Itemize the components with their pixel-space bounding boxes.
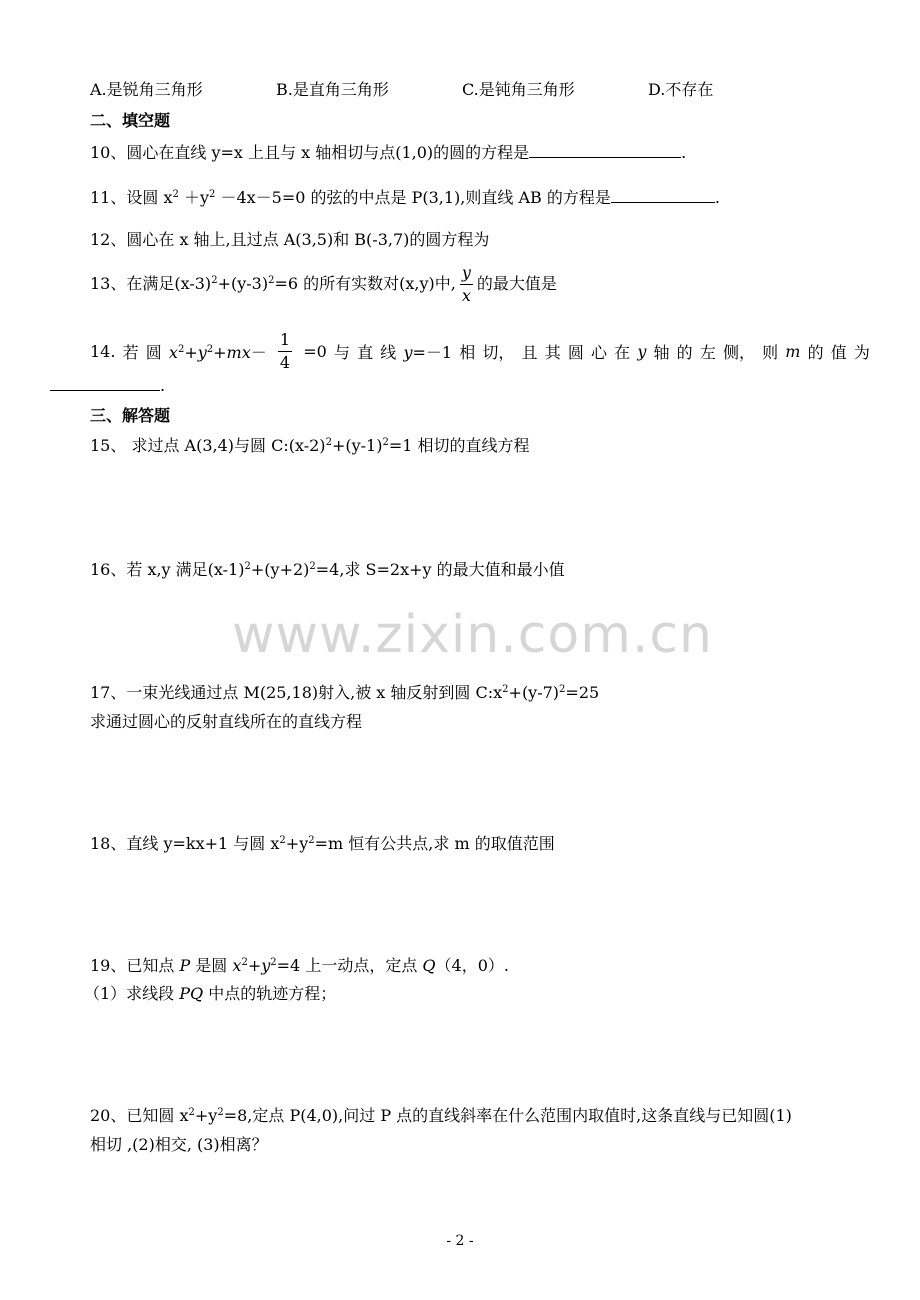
watermark: www.zixin.com.cn [232,605,713,665]
option-b: B.是直角三角形 [276,80,389,99]
answer-blank [611,188,715,203]
option-c: C.是钝角三角形 [462,80,575,99]
answer-blank [529,143,681,158]
option-a: A.是锐角三角形 [90,80,203,99]
question-11: 11、设圆 $x^2 +y^2 -4x-5=0$ 的弦的中点是 P(3,1),则直线 AB 的方程是 . [90,188,720,207]
question-20: 20、已知圆 $x^2+y^2=8$,定点 P(4,0),问过 P 点的直线斜率在什么范围内取值时,这条直线与已知圆(1) [90,1106,792,1125]
question-15: 15、 求过点 A(3,4)与圆 $C:(x-2)^2+(y-1)^2=1$ 相切的直线方程 [90,436,530,455]
question-13: 13、在满足$(x-3)^2+(y-3)^2=6$ 的所有实数对(x,y)中, $\frac{y}{x}$ 的最大值是 [90,263,557,305]
question-18: 18、直线 y=kx+1 与圆 $x^2+y^2=m$ 恒有公共点,求 m 的取值范围 [90,834,555,853]
fraction-one-quarter: $\frac{1}{4}$ [279,330,291,372]
fraction-y-over-x: $\frac{y}{x}$ [461,263,471,305]
question-14: 14. 若 圆 $x^2+y^2+mx-$ $\frac{1}{4}$ =0 与 直 线 y=－1 相 切， 且 其 圆 心 在 y 轴 的 左 侧， 则 m 的 值 为 [90,330,870,372]
answer-blank [50,376,160,391]
section-title-answer: 三、解答题 [90,406,171,425]
page-number: - 2 - [446,1233,474,1249]
question-10-text: 10、圆心在直线 y=x 上且与 x 轴相切与点(1,0)的圆的方程是 [90,143,530,162]
question-19: 19、已知点 P 是圆 $x^2+y^2=4$ 上一动点，定点 Q（4，0）. [90,956,509,975]
question-17: 17、一束光线通过点 M(25,18)射入,被 x 轴反射到圆 $C:x^2+(y-7)^2=25$ [90,683,600,702]
question-19-part-1: （1）求线段 PQ 中点的轨迹方程； [84,984,337,1003]
question-12: 12、圆心在 x 轴上,且过点 A(3,5)和 B(-3,7)的圆方程为 [90,230,490,249]
question-14-answer-line: . [50,376,165,396]
section-title-fill-in: 二、填空题 [90,111,171,130]
question-17-line-2: 求通过圆心的反射直线所在的直线方程 [90,712,363,731]
question-16: 16、若 x,y 满足$(x-1)^2+(y+2)^2=4$,求 S=2x+y 的最大值和最小值 [90,560,565,579]
option-d: D.不存在 [648,80,714,99]
question-20-line-2: 相切 ,(2)相交, (3)相离？ [90,1135,268,1154]
question-10: 10、圆心在直线 y=x 上且与 x 轴相切与点(1,0)的圆的方程是 . [90,143,687,162]
